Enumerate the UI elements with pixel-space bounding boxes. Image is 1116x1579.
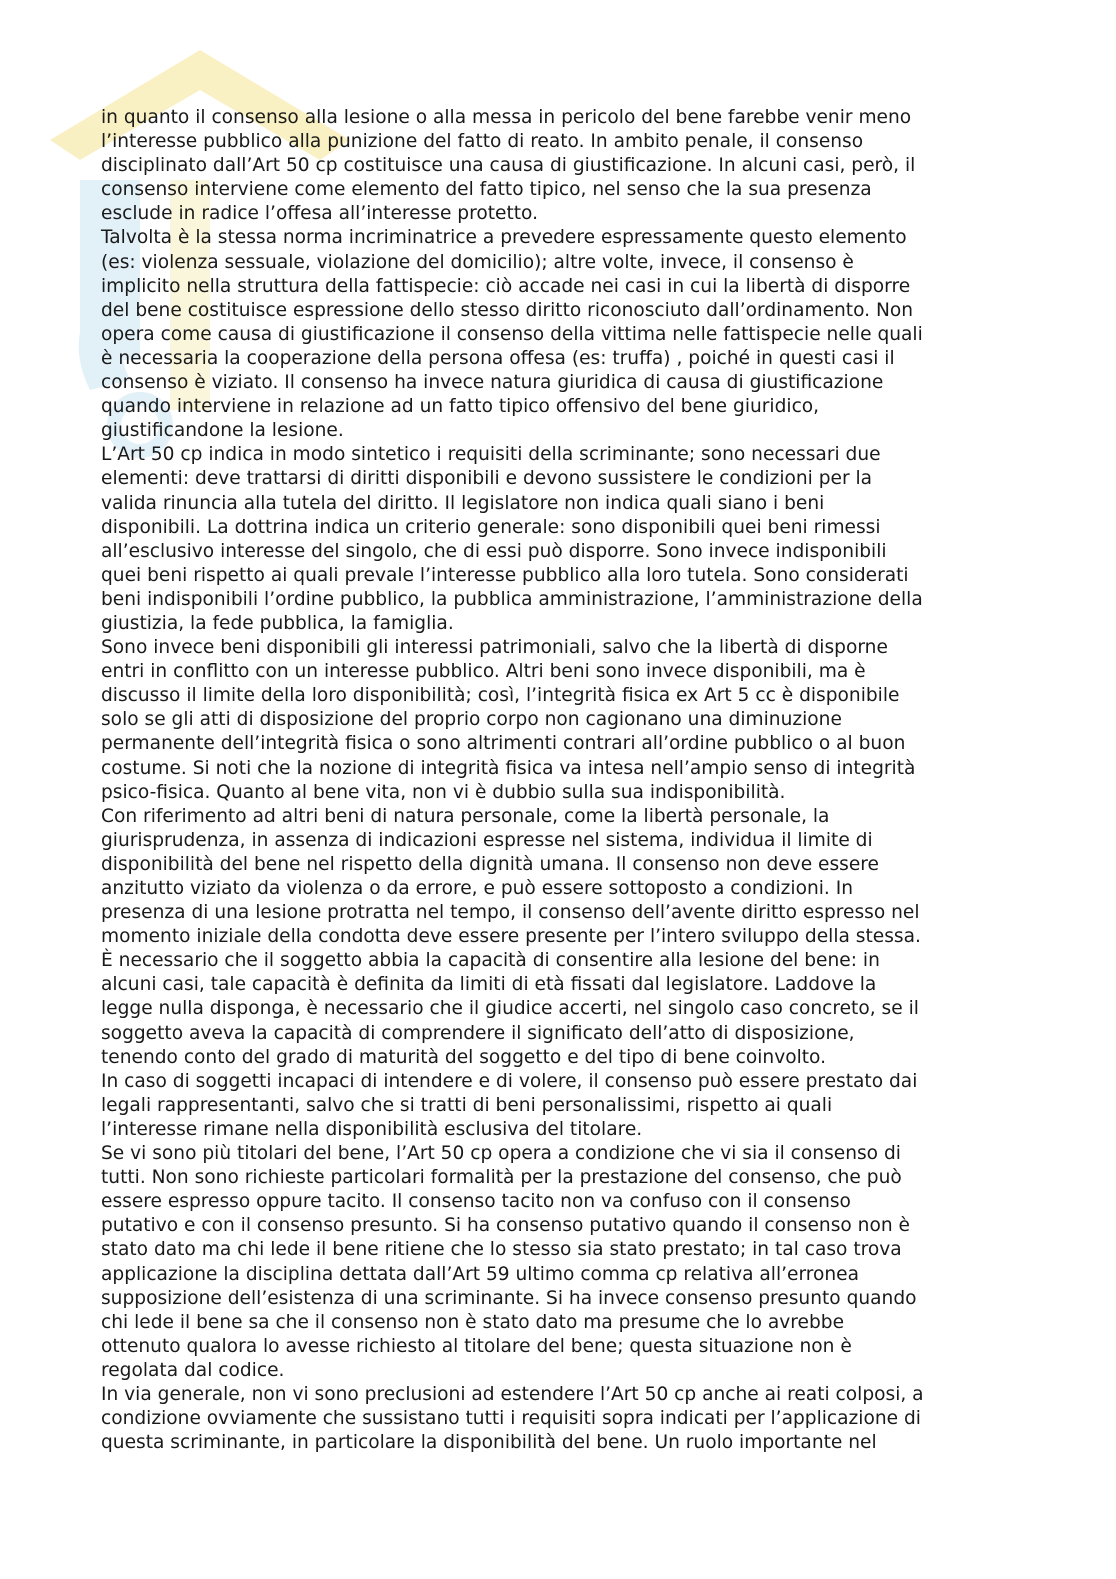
text-line: psico-fisica. Quanto al bene vita, non vi è dubbio sulla sua indisponibilità.	[101, 781, 786, 803]
text-line: presenza di una lesione protratta nel tempo, il consenso dell’avente diritto espresso nel	[101, 902, 920, 924]
text-line: momento iniziale della condotta deve essere presente per l’intero sviluppo della stessa.	[101, 926, 921, 948]
text-line: elementi: deve trattarsi di diritti disponibili e devono sussistere le condizioni per la	[101, 468, 873, 490]
text-line: putativo e con il consenso presunto. Si ha consenso putativo quando il consenso non è	[101, 1215, 910, 1237]
text-line: opera come causa di giustificazione il consenso della vittima nelle fattispecie nelle quali	[101, 323, 923, 345]
text-line: giustificandone la lesione.	[101, 420, 344, 442]
text-line: chi lede il bene sa che il consenso non è stato dato ma presume che lo avrebbe	[101, 1311, 845, 1333]
text-line: anzitutto viziato da violenza o da errore, e può essere sottoposto a condizioni. In	[101, 878, 854, 899]
text-line: legge nulla disponga, è necessario che il giudice accerti, nel singolo caso concreto, se il	[101, 998, 919, 1020]
text-line: è necessaria la cooperazione della persona offesa (es: truffa) , poiché in questi casi il	[101, 347, 895, 369]
text-line: legali rappresentanti, salvo che si tratti di beni personalissimi, rispetto ai quali	[101, 1094, 833, 1116]
text-line: esclude in radice l’offesa all’interesse protetto.	[101, 203, 538, 225]
text-line: Con riferimento ad altri beni di natura personale, come la libertà personale, la	[101, 805, 830, 827]
text-line: del bene costituisce espressione dello stesso diritto riconosciuto dall’ordinamento. Non	[101, 299, 914, 321]
text-line: soggetto aveva la capacità di comprendere il significato dell’atto di disposizione,	[101, 1022, 855, 1044]
text-line: beni indisponibili l’ordine pubblico, la pubblica amministrazione, l’amministrazione della	[101, 588, 923, 610]
text-line: supposizione dell’esistenza di una scriminante. Si ha invece consenso presunto quando	[101, 1287, 917, 1309]
text-line: tenendo conto del grado di maturità del soggetto e del tipo di bene coinvolto.	[101, 1046, 827, 1068]
text-line: regolata dal codice.	[101, 1359, 285, 1381]
text-line: consenso interviene come elemento del fatto tipico, nel senso che la sua presenza	[101, 179, 872, 201]
text-line: Talvolta è la stessa norma incriminatrice a prevedere espressamente questo elemento	[101, 227, 907, 249]
text-line: L’Art 50 cp indica in modo sintetico i requisiti della scriminante; sono necessari due	[101, 444, 881, 466]
text-line: disponibilità del bene nel rispetto della dignità umana. Il consenso non deve essere	[101, 853, 879, 875]
text-line: discusso il limite della loro disponibilità; così, l’integrità fisica ex Art 5 cc è disponibile	[101, 685, 900, 707]
text-line: È necessario che il soggetto abbia la capacità di consentire alla lesione del bene: in	[101, 950, 880, 972]
text-line: applicazione la disciplina dettata dall’Art 59 ultimo comma cp relativa all’erronea	[101, 1263, 860, 1285]
text-line: quando interviene in relazione ad un fatto tipico offensivo del bene giuridico,	[101, 396, 820, 418]
text-line: (es: violenza sessuale, violazione del domicilio); altre volte, invece, il consenso è	[101, 251, 854, 273]
text-line: implicito nella struttura della fattispecie: ciò accade nei casi in cui la libertà di disporre	[101, 275, 911, 297]
text-line: tutti. Non sono richieste particolari formalità per la prestazione del consenso, che può	[101, 1167, 902, 1189]
text-line: giurisprudenza, in assenza di indicazioni espresse nel sistema, individua il limite di	[101, 829, 873, 851]
text-line: condizione ovviamente che sussistano tutti i requisiti sopra indicati per l’applicazione di	[101, 1408, 921, 1430]
text-line: In via generale, non vi sono preclusioni ad estendere l’Art 50 cp anche ai reati colposi, a	[101, 1383, 924, 1405]
text-line: l’interesse pubblico alla punizione del fatto di reato. In ambito penale, il consenso	[101, 131, 864, 153]
text-line: In caso di soggetti incapaci di intendere e di volere, il consenso può essere prestato dai	[101, 1070, 918, 1092]
text-line: all’esclusivo interesse del singolo, che di essi può disporre. Sono invece indisponibili	[101, 540, 887, 562]
text-line: giustizia, la fede pubblica, la famiglia.	[101, 612, 454, 634]
text-line: entri in conflitto con un interesse pubblico. Altri beni sono invece disponibili, ma è	[101, 661, 866, 683]
body-text	[101, 106, 1021, 1455]
text-line: permanente dell’integrità fisica o sono altrimenti contrari all’ordine pubblico o al buon	[101, 733, 906, 755]
text-line: ottenuto qualora lo avesse richiesto al titolare del bene; questa situazione non è	[101, 1335, 852, 1357]
text-line: Sono invece beni disponibili gli interessi patrimoniali, salvo che la libertà di disporne	[101, 637, 888, 659]
text-line: alcuni casi, tale capacità è definita da limiti di età fissati dal legislatore. Laddove la	[101, 974, 877, 996]
text-line: solo se gli atti di disposizione del proprio corpo non cagionano una diminuzione	[101, 709, 842, 731]
text-line: Se vi sono più titolari del bene, l’Art 50 cp opera a condizione che vi sia il consenso di	[101, 1143, 901, 1165]
text-line: l’interesse rimane nella disponibilità esclusiva del titolare.	[101, 1118, 643, 1140]
text-line: disciplinato dall’Art 50 cp costituisce una causa di giustificazione. In alcuni casi, però, il	[101, 155, 916, 177]
text-line: consenso è viziato. Il consenso ha invece natura giuridica di causa di giustificazione	[101, 372, 884, 394]
text-line: costume. Si noti che la nozione di integrità fisica va intesa nell’ampio senso di integrità	[101, 757, 916, 779]
text-line: in quanto il consenso alla lesione o alla messa in pericolo del bene farebbe venir meno	[101, 107, 912, 128]
text-line: quei beni rispetto ai quali prevale l’interesse pubblico alla loro tutela. Sono considerati	[101, 564, 909, 586]
text-line: stato dato ma chi lede il bene ritiene che lo stesso sia stato prestato; in tal caso trova	[101, 1239, 902, 1261]
text-line: essere espresso oppure tacito. Il consenso tacito non va confuso con il consenso	[101, 1191, 851, 1213]
text-line: disponibili. La dottrina indica un criterio generale: sono disponibili quei beni rimessi	[101, 516, 881, 538]
text-line: valida rinuncia alla tutela del diritto. Il legislatore non indica quali siano i beni	[101, 492, 825, 514]
text-line: questa scriminante, in particolare la disponibilità del bene. Un ruolo importante nel	[101, 1432, 877, 1454]
